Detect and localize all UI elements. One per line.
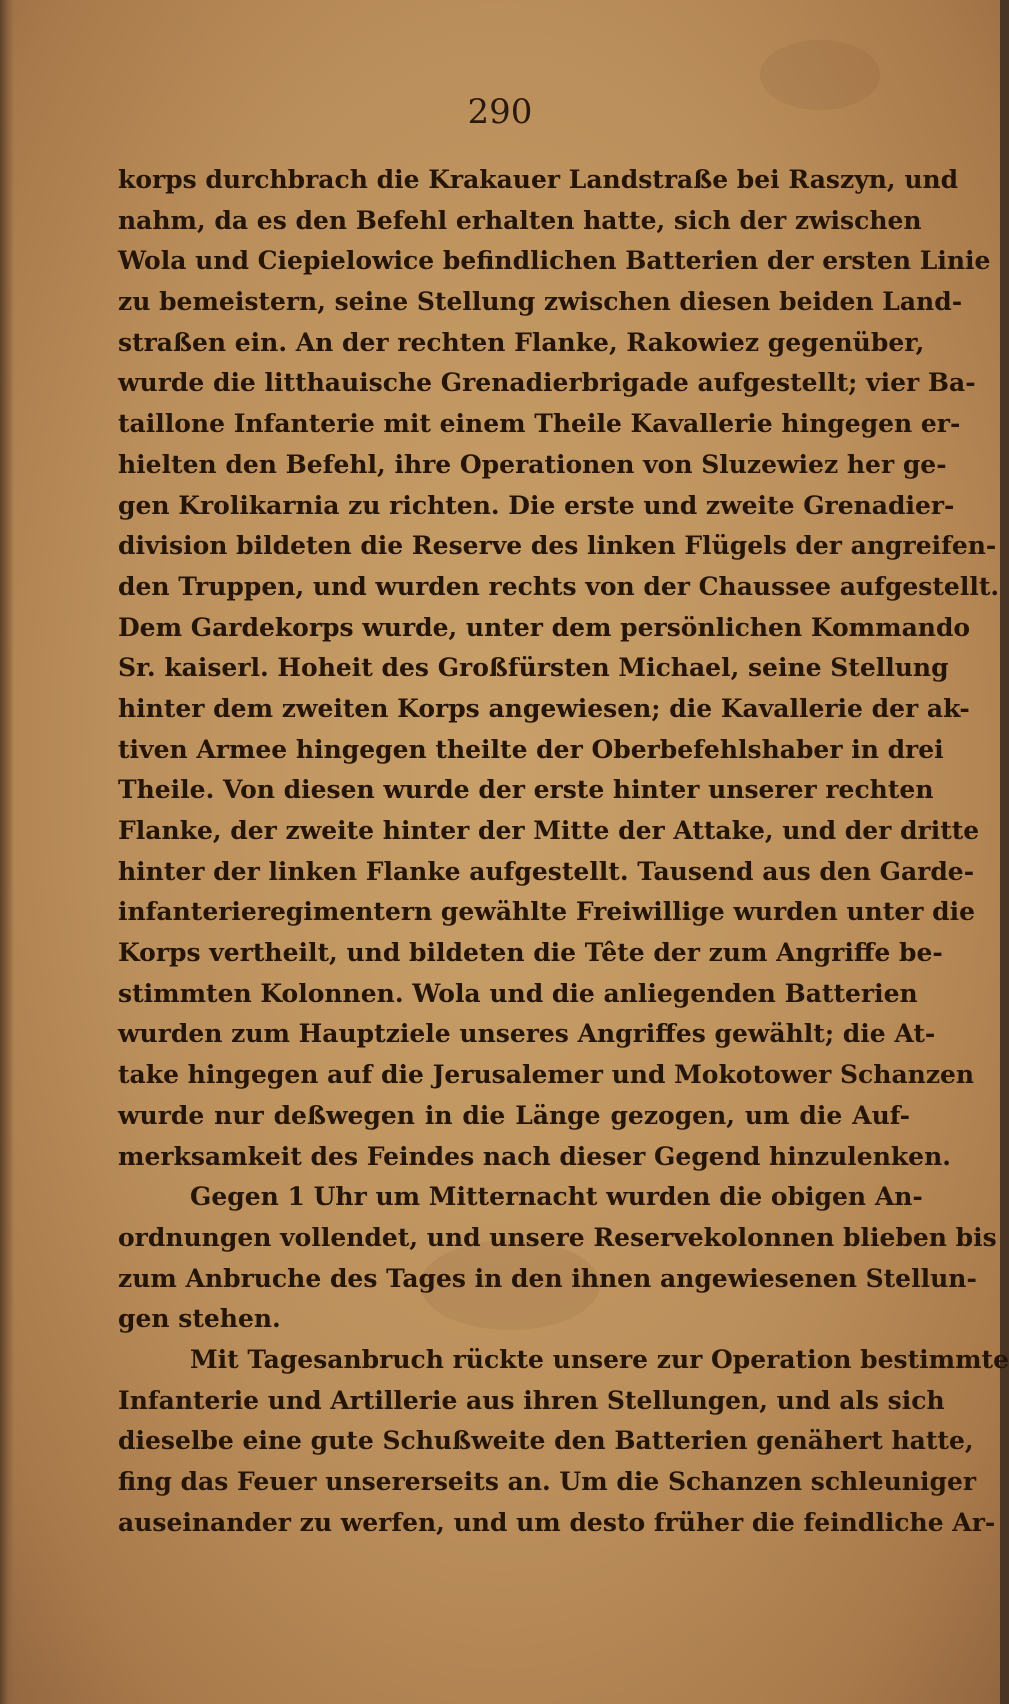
text-line: zum Anbruche des Tages in den ihnen angewiesenen Stellun- <box>118 1263 977 1293</box>
text-line: Sr. kaiserl. Hoheit des Großfürsten Michael, seine Stellung <box>118 653 949 683</box>
text-line: ordnungen vollendet, und unsere Reservekolonnen blieben bis <box>118 1222 997 1252</box>
text-line: zu bemeistern, seine Stellung zwischen diesen beiden Land- <box>118 287 963 317</box>
text-line: auseinander zu werfen, und um desto früher die feindliche Ar- <box>118 1507 996 1537</box>
page-number: 290 <box>467 92 533 132</box>
text-line: wurde nur deßwegen in die Länge gezogen, um die Auf- <box>118 1100 910 1130</box>
text-line: Gegen 1 Uhr um Mitternacht wurden die obigen An- <box>190 1182 923 1212</box>
text-line: division bildeten die Reserve des linken Flügels der angreifen- <box>118 531 997 561</box>
text-line: taillone Infanterie mit einem Theile Kavallerie hingegen er- <box>118 409 961 439</box>
text-line: Infanterie und Artillerie aus ihren Stellungen, und als sich <box>118 1385 945 1415</box>
text-line: hinter dem zweiten Korps angewiesen; die Kavallerie der ak- <box>118 693 970 723</box>
text-line: merksamkeit des Feindes nach dieser Gegend hinzulenken. <box>118 1141 951 1171</box>
text-line: hielten den Befehl, ihre Operationen von Sluzewiez her ge- <box>118 449 947 479</box>
text-line: tiven Armee hingegen theilte der Oberbefehlshaber in drei <box>118 734 944 764</box>
text-line: dieselbe eine gute Schußweite den Batterien genähert hatte, <box>118 1426 974 1456</box>
text-line: nahm, da es den Befehl erhalten hatte, sich der zwischen <box>118 205 922 235</box>
text-line: korps durchbrach die Krakauer Landstraße bei Raszyn, und <box>118 165 959 194</box>
text-line: wurde die litthauische Grenadierbrigade aufgestellt; vier Ba- <box>118 368 976 398</box>
text-line: Theile. Von diesen wurde der erste hinter unserer rechten <box>118 775 934 805</box>
text-line: infanterieregimentern gewählte Freiwillige wurden unter die <box>118 897 976 927</box>
text-line: wurden zum Hauptziele unseres Angriffes gewählt; die At- <box>118 1019 936 1049</box>
text-line: stimmten Kolonnen. Wola und die anliegenden Batterien <box>118 978 918 1008</box>
text-line: take hingegen auf die Jerusalemer und Mokotower Schanzen <box>118 1060 975 1090</box>
text-line: den Truppen, und wurden rechts von der Chaussee aufgestellt. <box>118 571 1000 601</box>
text-line: Dem Gardekorps wurde, unter dem persönlichen Kommando <box>118 612 971 642</box>
body-text <box>118 160 1009 1543</box>
page-edge-shadow <box>0 0 14 1704</box>
text-line: fing das Feuer unsererseits an. Um die Schanzen schleuniger <box>118 1467 977 1496</box>
text-line: gen Krolikarnia zu richten. Die erste und zweite Grenadier- <box>118 490 955 520</box>
text-line: Mit Tagesanbruch rückte unsere zur Operation bestimmte <box>190 1344 1009 1374</box>
text-line: Wola und Ciepielowice befindlichen Batterien der ersten Linie <box>118 246 991 276</box>
text-line: straßen ein. An der rechten Flanke, Rakowiez gegenüber, <box>118 327 925 357</box>
text-line: Flanke, der zweite hinter der Mitte der Attake, und der dritte <box>118 816 980 845</box>
text-line: hinter der linken Flanke aufgestellt. Tausend aus den Garde- <box>118 856 975 886</box>
text-line: Korps vertheilt, und bildeten die Tête der zum Angriffe be- <box>118 938 943 968</box>
text-line: gen stehen. <box>118 1304 281 1334</box>
